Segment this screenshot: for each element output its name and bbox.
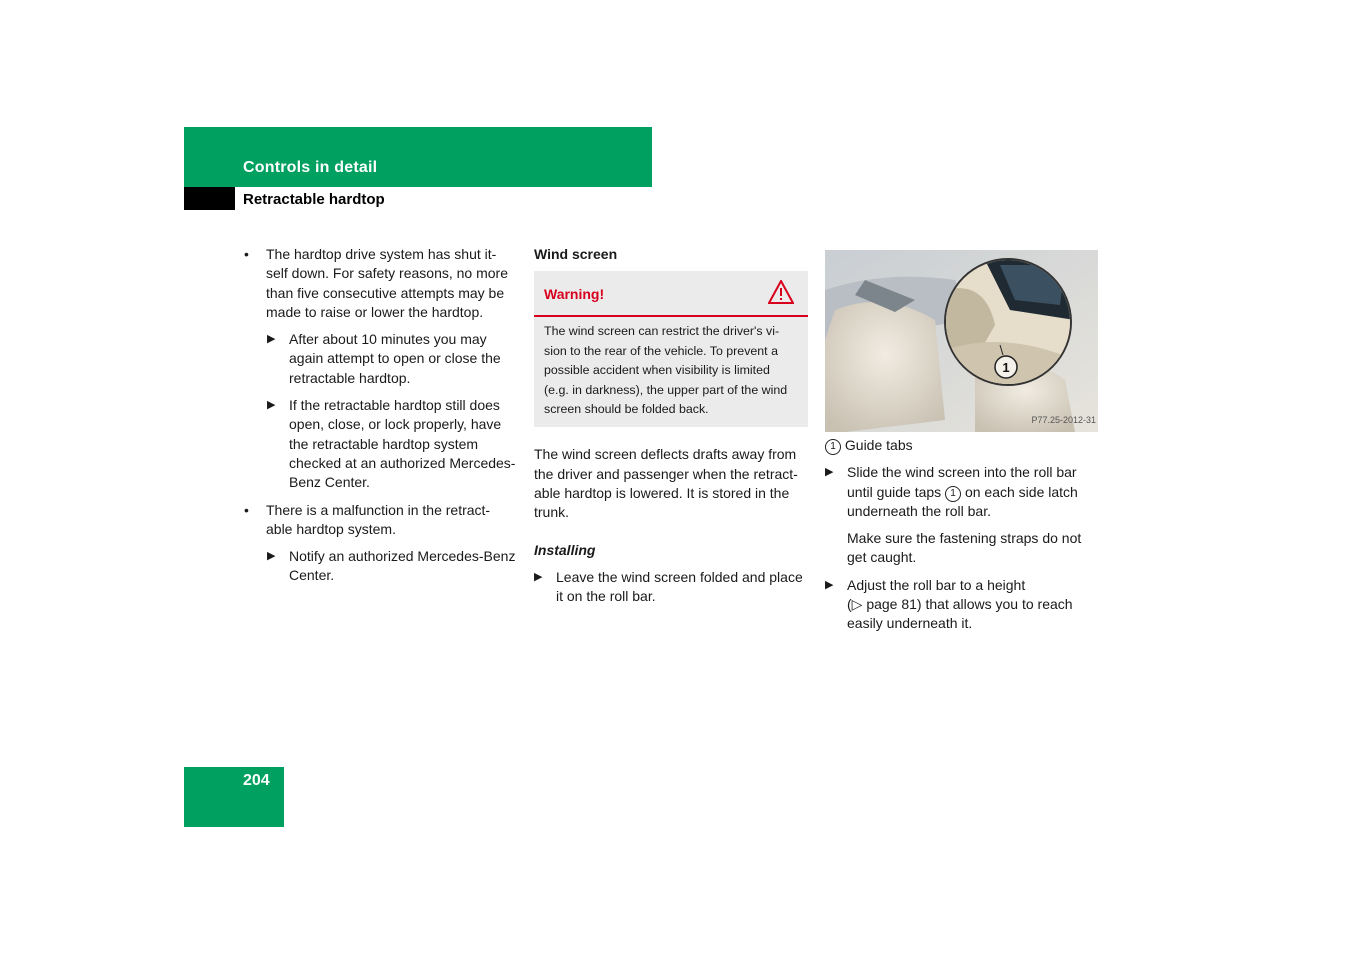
arrow-right-icon: ▶	[825, 466, 834, 479]
column-right	[825, 250, 1098, 642]
wind-screen-photo	[825, 250, 1098, 432]
list-item	[244, 501, 516, 540]
warning-triangle-icon	[768, 280, 794, 304]
arrow-right-icon: ▶	[534, 570, 543, 583]
step-text: Notify an authorized Mercedes-Benz Center.	[289, 548, 516, 584]
step-text: After about 10 minutes you may again attempt to open or close the retractable hardtop.	[289, 331, 501, 386]
section-marker-tab	[184, 187, 235, 210]
step-text: Adjust the roll bar to a height	[847, 576, 1026, 593]
page-title: Retractable hardtop	[243, 191, 385, 208]
warning-box	[534, 271, 808, 427]
page-number: 204	[243, 772, 270, 789]
section-heading: Wind screen	[534, 246, 618, 262]
column-left	[244, 245, 516, 594]
car-interior-illustration	[825, 250, 1098, 432]
caption-text: Guide tabs	[844, 437, 913, 453]
paragraph: The wind screen deflects drafts away from the driver and passenger when the retract-able hardtop is lowered. It is stored in the trunk.	[534, 446, 798, 521]
warning-title: Warning!	[544, 286, 605, 303]
subheading: Installing	[534, 541, 596, 558]
instruction-step	[825, 576, 1098, 634]
note-paragraph: Make sure the fastening straps do not get caught.	[847, 530, 1082, 566]
list-item	[244, 245, 516, 322]
step-text: Leave the wind screen folded and place it on the roll bar.	[556, 568, 803, 605]
image-code: P77.25-2012-31	[1031, 414, 1096, 425]
arrow-right-icon: ▶	[267, 550, 276, 563]
arrow-right-icon: ▶	[267, 399, 276, 412]
bullet-text: There is a malfunction in the retract-able hardtop system.	[266, 501, 491, 537]
bullet-text: The hardtop drive system has shut it-self down. For safety reasons, no more than five consecutive attempts may be made to raise or lower the hardtop.	[266, 246, 508, 320]
callout-number: 1	[1002, 360, 1010, 375]
instruction-step	[267, 547, 516, 586]
warning-header	[534, 271, 808, 317]
figure-caption	[825, 436, 1098, 455]
instruction-step	[825, 463, 1098, 521]
warning-text: The wind screen can restrict the driver's vi-sion to the rear of the vehicle. To prevent a possible accident when visibility is limited (e.g. in darkness), the upper part of the wind screen should be folded back.	[544, 324, 788, 416]
section-title: Controls in detail	[243, 159, 378, 176]
column-middle	[534, 245, 808, 614]
arrow-right-icon: ▶	[825, 578, 834, 591]
step-text: Slide the wind screen into the roll bar until guide taps	[847, 464, 1077, 500]
step-text: on each side latch underneath the roll bar.	[847, 483, 1078, 519]
arrow-right-icon: ▶	[267, 333, 276, 346]
instruction-step	[267, 330, 516, 388]
instruction-step	[534, 568, 808, 607]
bullet-icon: •	[244, 501, 249, 518]
instruction-step	[267, 396, 516, 492]
step-text: If the retractable hardtop still does open, close, or lock properly, have the retractable hardtop system checked at an authorized Mercedes-Benz Center.	[289, 397, 516, 491]
callout-badge: 1	[825, 439, 841, 455]
page-reference[interactable]: (▷ page 81) that allows you to reach easily underneath it.	[847, 596, 1073, 632]
bullet-icon: •	[244, 246, 249, 262]
header-band	[184, 127, 652, 187]
callout-badge: 1	[945, 486, 961, 502]
